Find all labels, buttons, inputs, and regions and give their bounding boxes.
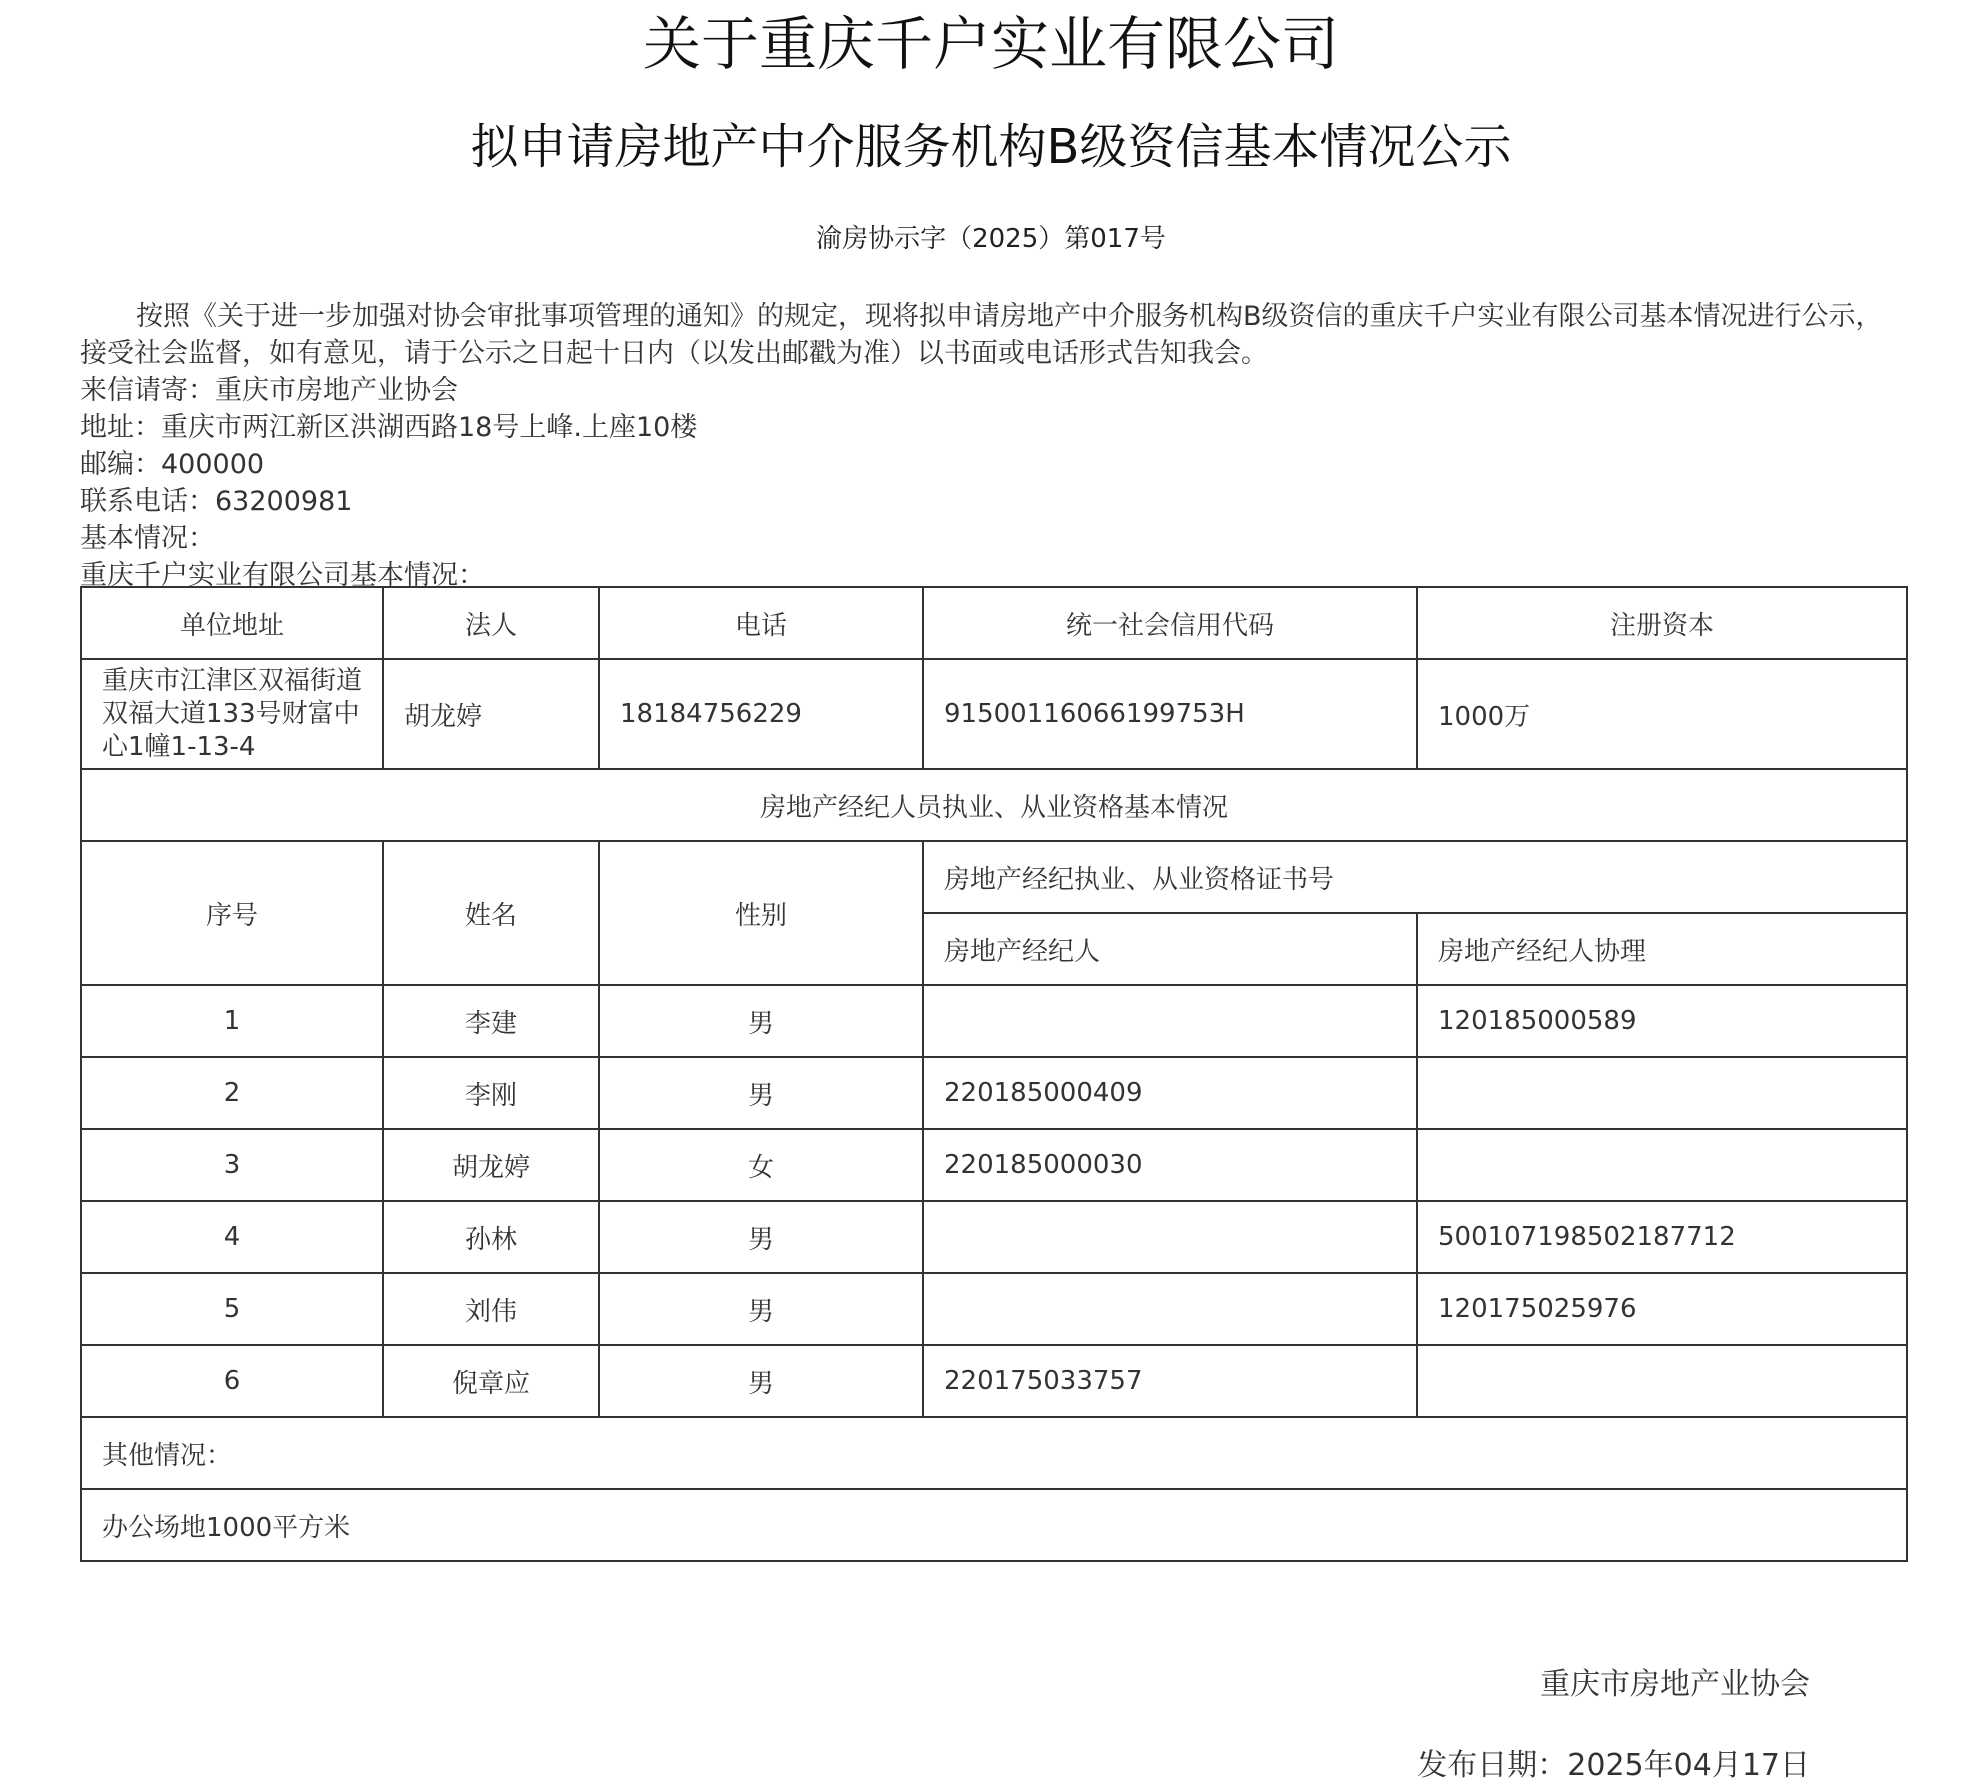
other-content-row xyxy=(81,1489,1907,1561)
other-heading-row xyxy=(81,1417,1907,1489)
agent-name: 刘伟 xyxy=(383,1273,599,1345)
header-credit-code: 统一社会信用代码 xyxy=(923,587,1417,659)
agent-row xyxy=(81,1057,1907,1129)
document-number: 渝房协示字（2025）第017号 xyxy=(816,224,1166,254)
assistant-cert: 500107198502187712 xyxy=(1417,1201,1907,1273)
agent-seq: 6 xyxy=(81,1345,383,1417)
other-heading: 其他情况： xyxy=(81,1417,1907,1489)
header-cert-group: 房地产经纪执业、从业资格证书号 xyxy=(923,841,1907,913)
agent-gender: 女 xyxy=(599,1129,923,1201)
agent-gender: 男 xyxy=(599,1057,923,1129)
other-content: 办公场地1000平方米 xyxy=(81,1489,1907,1561)
agent-gender: 男 xyxy=(599,1201,923,1273)
agent-row xyxy=(81,985,1907,1057)
agent-row xyxy=(81,1345,1907,1417)
agent-row xyxy=(81,1273,1907,1345)
header-capital: 注册资本 xyxy=(1417,587,1907,659)
company-legal-person: 胡龙婷 xyxy=(383,659,599,769)
publish-date: 发布日期：2025年04月17日 xyxy=(1417,1748,1810,1783)
agent-name: 倪章应 xyxy=(383,1345,599,1417)
agents-section-row xyxy=(81,769,1907,841)
company-phone: 18184756229 xyxy=(599,659,923,769)
agent-seq: 5 xyxy=(81,1273,383,1345)
header-legal-person: 法人 xyxy=(383,587,599,659)
agent-row xyxy=(81,1201,1907,1273)
agent-name: 李建 xyxy=(383,985,599,1057)
agent-cert xyxy=(923,1273,1417,1345)
agent-seq: 1 xyxy=(81,985,383,1057)
postcode-line: 邮编：400000 xyxy=(80,449,265,480)
agent-name: 李刚 xyxy=(383,1057,599,1129)
phone-line: 联系电话：63200981 xyxy=(80,486,353,517)
agent-gender: 男 xyxy=(599,985,923,1057)
assistant-cert: 120175025976 xyxy=(1417,1273,1907,1345)
company-info-heading: 重庆千户实业有限公司基本情况： xyxy=(80,560,485,591)
title-line-2: 拟申请房地产中介服务机构B级资信基本情况公示 xyxy=(470,119,1512,175)
agents-header-row-1 xyxy=(81,841,1907,913)
company-address: 重庆市江津区双福街道双福大道133号财富中心1幢1-13-4 xyxy=(81,659,383,769)
header-agent: 房地产经纪人 xyxy=(923,913,1417,985)
assistant-cert xyxy=(1417,1129,1907,1201)
agent-row xyxy=(81,1129,1907,1201)
agent-cert: 220185000409 xyxy=(923,1057,1417,1129)
address-line: 地址：重庆市两江新区洪湖西路18号上峰.上座10楼 xyxy=(80,412,698,443)
title-line-1: 关于重庆千户实业有限公司 xyxy=(642,10,1339,78)
company-credit-code: 91500116066199753H xyxy=(923,659,1417,769)
header-gender: 性别 xyxy=(599,841,923,985)
header-seq: 序号 xyxy=(81,841,383,985)
agent-name: 胡龙婷 xyxy=(383,1129,599,1201)
agent-cert: 220185000030 xyxy=(923,1129,1417,1201)
notice-body xyxy=(80,298,1902,594)
agent-cert xyxy=(923,1201,1417,1273)
issuing-organization: 重庆市房地产业协会 xyxy=(1540,1667,1810,1702)
agent-seq: 3 xyxy=(81,1129,383,1201)
assistant-cert xyxy=(1417,1057,1907,1129)
assistant-cert: 120185000589 xyxy=(1417,985,1907,1057)
agent-seq: 2 xyxy=(81,1057,383,1129)
mail-to-line: 来信请寄：重庆市房地产业协会 xyxy=(80,375,458,406)
company-data-row xyxy=(81,659,1907,769)
assistant-cert xyxy=(1417,1345,1907,1417)
company-header-row xyxy=(81,587,1907,659)
agent-gender: 男 xyxy=(599,1273,923,1345)
header-address: 单位地址 xyxy=(81,587,383,659)
agents-section-title: 房地产经纪人员执业、从业资格基本情况 xyxy=(81,769,1907,841)
info-table xyxy=(80,586,1908,1562)
agent-gender: 男 xyxy=(599,1345,923,1417)
intro-paragraph: 按照《关于进一步加强对协会审批事项管理的通知》的规定，现将拟申请房地产中介服务机构B级资信的重庆千户实业有限公司基本情况进行公示，接受社会监督，如有意见，请于公示之日起十日内（以发出邮戳为准）以书面或电话形式告知我会。 xyxy=(80,301,1883,369)
agent-cert xyxy=(923,985,1417,1057)
header-name: 姓名 xyxy=(383,841,599,985)
company-capital: 1000万 xyxy=(1417,659,1907,769)
header-assistant: 房地产经纪人协理 xyxy=(1417,913,1907,985)
agent-cert: 220175033757 xyxy=(923,1345,1417,1417)
header-phone: 电话 xyxy=(599,587,923,659)
basic-info-heading: 基本情况： xyxy=(80,523,215,554)
agent-seq: 4 xyxy=(81,1201,383,1273)
agent-name: 孙林 xyxy=(383,1201,599,1273)
